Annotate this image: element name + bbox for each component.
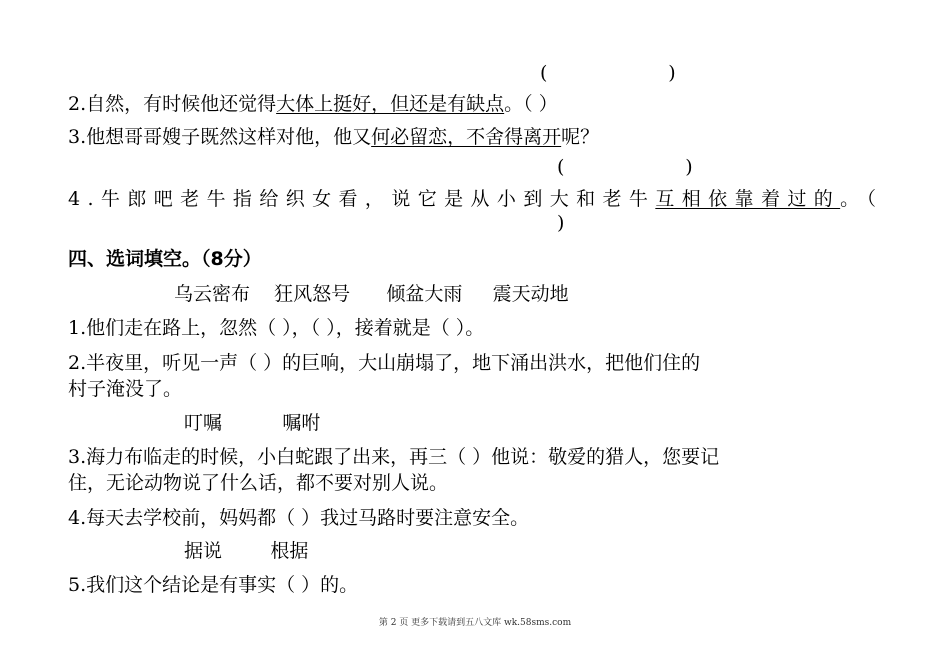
question-4-3-cont: 住，无论动物说了什么话，都不要对别人说。 [68, 472, 449, 494]
question-4-2: 2.半夜里，听见一声（ ）的巨响，大山崩塌了，地下涌出洪水，把他们住的 [68, 352, 701, 374]
answer-paren-q3: ( ) [557, 156, 693, 178]
word-choices-1: 乌云密布 狂风怒号 倾盆大雨 震天动地 [174, 283, 569, 305]
question-4-2-cont: 村子淹没了。 [68, 378, 183, 400]
question-4-3: 3.海力布临走的时候，小白蛇跟了出来，再三（ ）他说：敬爱的猎人，您要记 [68, 446, 720, 468]
question-3-3 [68, 125, 599, 149]
question-prefix: 3.他想哥哥嫂子既然这样对他，他又 [68, 126, 372, 148]
answer-paren-q1: ( ) [540, 62, 676, 84]
underlined-phrase: 大体上挺好，但还是有缺点 [276, 93, 505, 115]
underlined-phrase: 何必留恋，不舍得离开 [371, 126, 562, 148]
page-footer: 第 2 页 更多下载请到五八文库 wk.58sms.com [378, 618, 572, 628]
question-prefix: 2.自然，有时候他还觉得 [68, 93, 277, 115]
question-3-2 [68, 92, 558, 116]
question-3-4 [68, 187, 883, 211]
question-suffix: 。（ [840, 188, 884, 210]
section-heading: 四、选词填空。（8分） [68, 248, 262, 270]
answer-paren-close: ) [557, 212, 565, 234]
underlined-phrase: 互相依靠着过的 [655, 188, 841, 210]
word-choices-3: 据说 根据 [184, 540, 309, 562]
word-choices-2: 叮嘱 嘱咐 [184, 412, 321, 434]
question-suffix: 呢？ [561, 126, 600, 148]
question-4-1: 1.他们走在路上，忽然（ ），（ ），接着就是（ ）。 [68, 317, 485, 339]
question-4-4: 4.每天去学校前，妈妈都（ ）我过马路时要注意安全。 [68, 507, 530, 529]
question-suffix: 。（ ） [504, 93, 558, 115]
question-4-5: 5.我们这个结论是有事实（ ）的。 [68, 574, 359, 596]
question-prefix: 4.牛郎吧老牛指给织女看，说它是从小到大和老牛 [68, 188, 656, 210]
